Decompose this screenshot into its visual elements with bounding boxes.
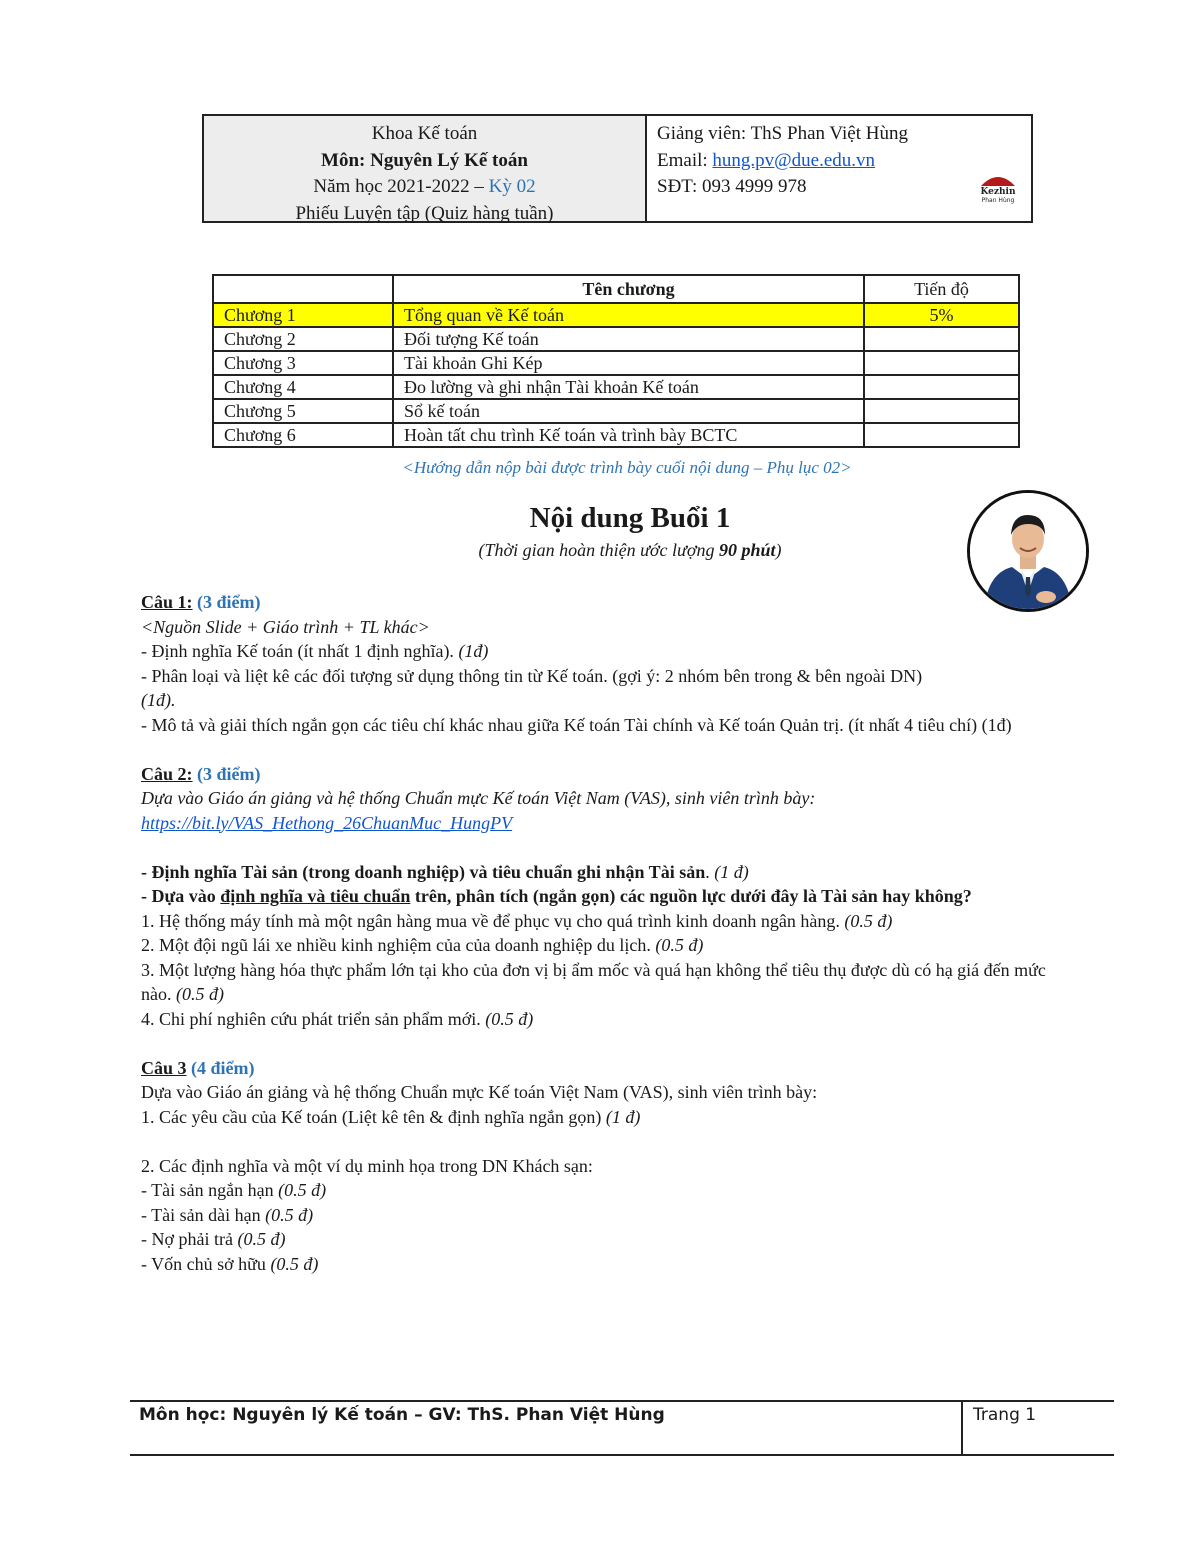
list-item: - Mô tả và giải thích ngắn gọn các tiêu chí khác nhau giữa Kế toán Tài chính và Kế toán Quản trị. (ít nhất 4 tiêu chí) (1đ) xyxy=(141,714,1012,735)
footer-bottom-rule xyxy=(130,1454,1114,1456)
table-header-cell: Tên chương xyxy=(393,275,864,303)
header-course-info xyxy=(204,116,647,224)
question-3-intro: Dựa vào Giáo án giảng và hệ thống Chuẩn mực Kế toán Việt Nam (VAS), sinh viên trình bày: xyxy=(141,1082,818,1102)
logo-text-1: Kezhin xyxy=(980,187,1016,197)
list-item: 1. Hệ thống máy tính mà một ngân hàng mua về để phục vụ cho quá trình kinh doanh ngân hàng. (0.5 đ) xyxy=(141,910,893,931)
email-link[interactable]: hung.pv@due.edu.vn xyxy=(712,149,876,171)
list-item: - Vốn chủ sở hữu (0.5 đ) xyxy=(141,1253,319,1274)
list-item: - Phân loại và liệt kê các đối tượng sử dụng thông tin từ Kế toán. (gợi ý: 2 nhóm bên trong & bên ngoài DN) (1đ). xyxy=(141,665,923,710)
chapter-name-cell: Sổ kế toán xyxy=(393,399,864,423)
question-1-heading: Câu 1: (3 điểm) xyxy=(141,592,261,612)
progress-cell xyxy=(864,423,1019,447)
list-item: - Tài sản dài hạn (0.5 đ) xyxy=(141,1204,314,1225)
chapter-cell: Chương 1 xyxy=(213,303,393,327)
header-lecturer-info xyxy=(647,116,1031,221)
progress-cell xyxy=(864,375,1019,399)
list-item: 2. Các định nghĩa và một ví dụ minh họa trong DN Khách sạn: xyxy=(141,1155,593,1176)
list-item: - Dựa vào định nghĩa và tiêu chuẩn trên, phân tích (ngắn gọn) các nguồn lực dưới đây là Tài sản hay không? xyxy=(141,886,972,906)
header-box xyxy=(202,114,1033,223)
progress-cell: 5% xyxy=(864,303,1019,327)
table-row xyxy=(213,399,1019,423)
list-item: - Định nghĩa Tài sản (trong doanh nghiệp) và tiêu chuẩn ghi nhận Tài sản. (1 đ) xyxy=(141,861,749,882)
table-row xyxy=(213,351,1019,375)
session-title: Nội dung Buổi 1 xyxy=(529,502,731,534)
quiz-content xyxy=(141,590,1071,1276)
chapter-name-cell: Tổng quan về Kế toán xyxy=(393,303,864,327)
table-row xyxy=(213,327,1019,351)
academic-year: Năm học 2021-2022 – Kỳ 02 xyxy=(313,176,536,197)
term: Kỳ 02 xyxy=(488,176,536,197)
list-item: 2. Một đội ngũ lái xe nhiều kinh nghiệm của của doanh nghiệp du lịch. (0.5 đ) xyxy=(141,935,704,955)
list-item: - Định nghĩa Kế toán (ít nhất 1 định nghĩa). (1đ) xyxy=(141,641,489,661)
list-item: 4. Chi phí nghiên cứu phát triển sản phẩm mới. (0.5 đ) xyxy=(141,1008,534,1029)
question-2-intro: Dựa vào Giáo án giảng và hệ thống Chuẩn mực Kế toán Việt Nam (VAS), sinh viên trình bày: xyxy=(141,788,816,808)
list-item: 1. Các yêu cầu của Kế toán (Liệt kê tên & định nghĩa ngắn gọn) (1 đ) xyxy=(141,1106,641,1127)
table-header-cell: Tiến độ xyxy=(864,275,1019,303)
chapter-table xyxy=(212,274,1020,448)
question-2-heading: Câu 2: (3 điểm) xyxy=(141,763,261,784)
chapter-name-cell: Đo lường và ghi nhận Tài khoản Kế toán xyxy=(393,375,864,399)
table-row xyxy=(213,423,1019,447)
lecturer-email: Email: hung.pv@due.edu.vn xyxy=(657,149,876,171)
faculty-name: Khoa Kế toán xyxy=(371,123,478,144)
chapter-cell: Chương 5 xyxy=(213,399,393,423)
page-number: Trang 1 xyxy=(973,1405,1037,1425)
list-item: - Tài sản ngắn hạn (0.5 đ) xyxy=(141,1180,327,1200)
table-row xyxy=(213,303,1019,327)
logo-text-2: Phan Hùng xyxy=(981,197,1015,204)
table-header-row xyxy=(213,275,1019,303)
list-item: - Nợ phải trả (0.5 đ) xyxy=(141,1229,286,1249)
footer-course: Môn học: Nguyên lý Kế toán – GV: ThS. Phan Việt Hùng xyxy=(139,1405,665,1425)
list-item: 3. Một lượng hàng hóa thực phẩm lớn tại kho của đơn vị bị ẩm mốc và quá hạn không thể tiêu thụ được dù có hạ giá đến mức nào. (0.5 đ) xyxy=(141,959,1046,1004)
chapter-cell: Chương 4 xyxy=(213,375,393,399)
question-1-source: <Nguồn Slide + Giáo trình + TL khác> xyxy=(141,616,430,637)
lecturer-name: Giảng viên: ThS Phan Việt Hùng xyxy=(657,123,908,144)
table-row xyxy=(213,375,1019,399)
chapter-name-cell: Đối tượng Kế toán xyxy=(393,327,864,351)
progress-cell xyxy=(864,399,1019,423)
sheet-title: Phiếu Luyện tập (Quiz hàng tuần) xyxy=(295,202,554,224)
lecturer-phone: SĐT: 093 4999 978 xyxy=(657,176,807,197)
progress-cell xyxy=(864,327,1019,351)
submission-note: <Hướng dẫn nộp bài được trình bày cuối nội dung – Phụ lục 02> xyxy=(402,458,852,477)
chapter-cell: Chương 3 xyxy=(213,351,393,375)
chapter-name-cell: Tài khoản Ghi Kép xyxy=(393,351,864,375)
footer-divider xyxy=(961,1402,963,1454)
chapter-cell: Chương 2 xyxy=(213,327,393,351)
brand-logo xyxy=(977,166,1019,208)
vas-link[interactable]: https://bit.ly/VAS_Hethong_26ChuanMuc_HungPV xyxy=(141,812,513,833)
question-3-heading: Câu 3 (4 điểm) xyxy=(141,1057,255,1078)
chapter-cell: Chương 6 xyxy=(213,423,393,447)
session-subtitle: (Thời gian hoàn thiện ước lượng 90 phút) xyxy=(478,540,782,560)
table-header-cell xyxy=(213,275,393,303)
chapter-name-cell: Hoàn tất chu trình Kế toán và trình bày BCTC xyxy=(393,423,864,447)
footer-top-rule xyxy=(130,1400,1114,1402)
course-title: Môn: Nguyên Lý Kế toán xyxy=(321,149,528,171)
progress-cell xyxy=(864,351,1019,375)
